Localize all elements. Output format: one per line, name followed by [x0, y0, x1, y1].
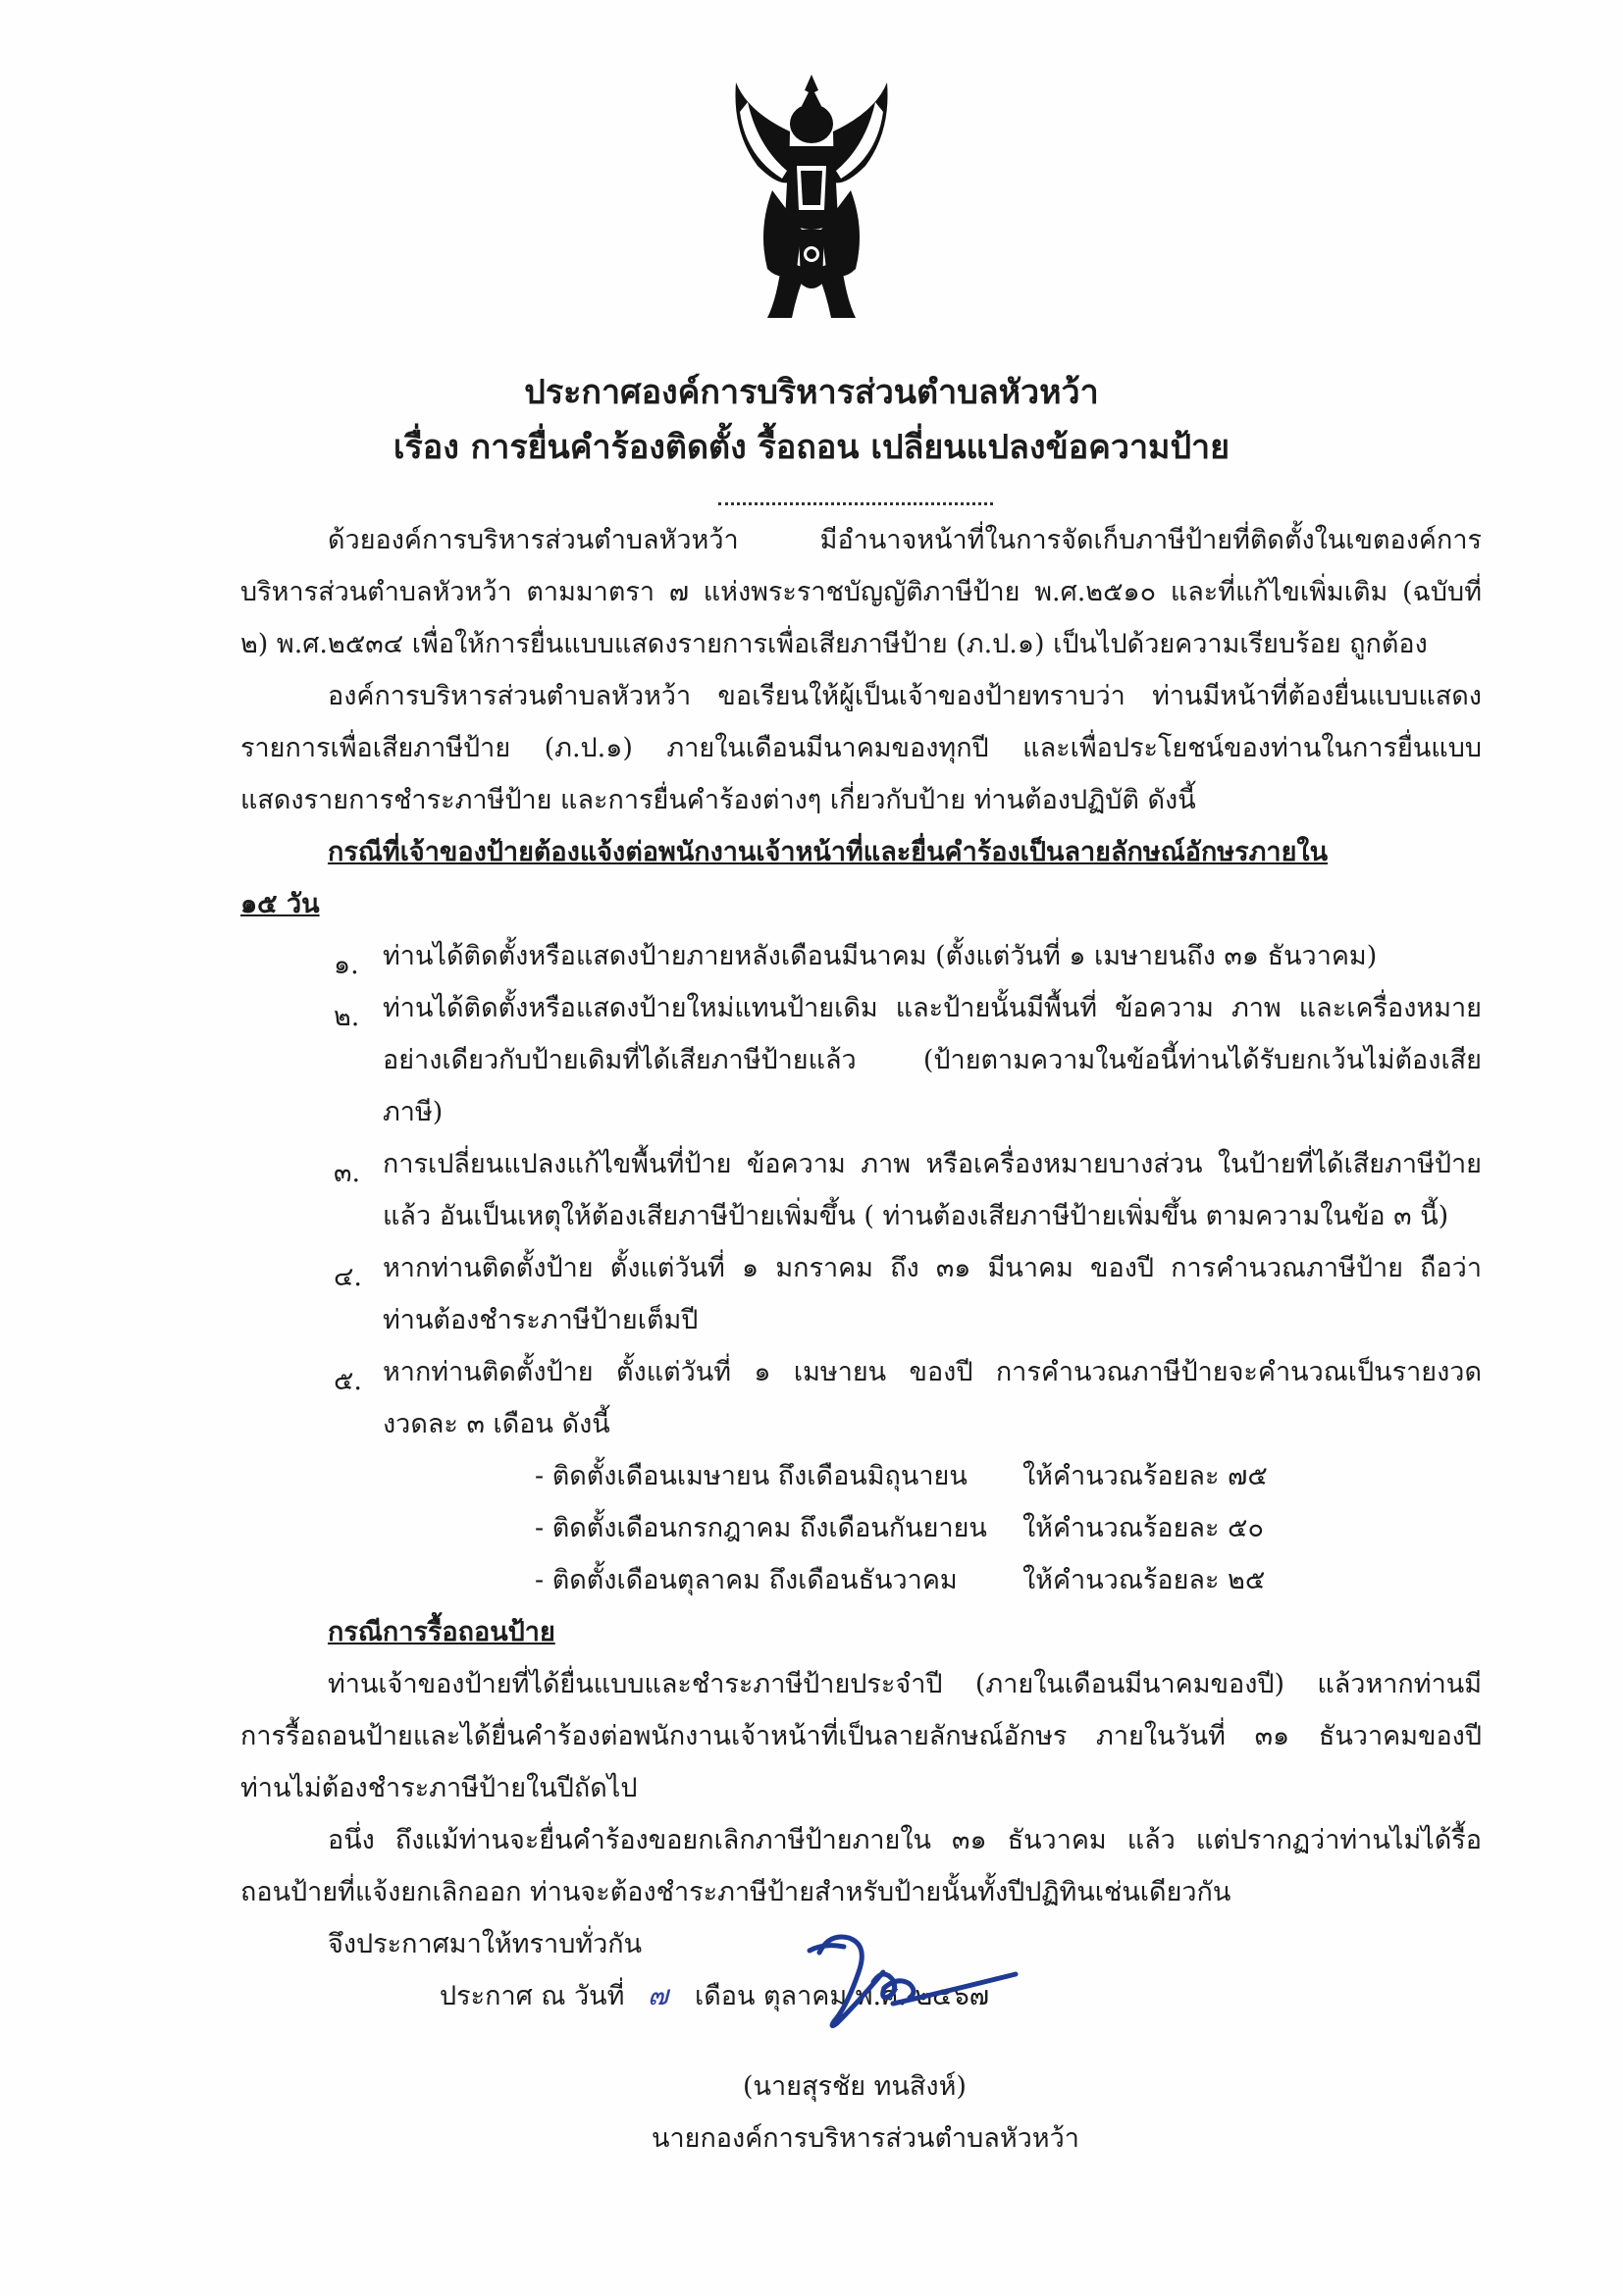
list-item-line: หากท่านติดตั้งป้าย ตั้งแต่วันที่ ๑ เมษายน ของปี การคำนวณภาษีป้ายจะคำนวณเป็นรายงวด [383, 1357, 1482, 1387]
date-prefix: ประกาศ ณ วันที่ [440, 1981, 625, 2011]
garuda-emblem-icon [728, 73, 895, 323]
intro-line: บริหารส่วนตำบลหัวหว้า ตามมาตรา ๗ แห่งพระราชบัญญัติภาษีป้าย พ.ศ.๒๕๑๐ และที่แก้ไขเพิ่มเติม (ฉบับที่ [240, 577, 1482, 607]
case2-line: ท่านไม่ต้องชำระภาษีป้ายในปีถัดไป [240, 1773, 638, 1803]
signatory-position: นายกองค์การบริหารส่วนตำบลหัวหว้า [652, 2123, 1079, 2154]
period-rate: ให้คำนวณร้อยละ ๒๕ [1022, 1565, 1266, 1595]
announcement-subject: เรื่อง การยื่นคำร้องติดตั้ง รื้อถอน เปลี่ยนแปลงข้อความป้าย [393, 428, 1230, 467]
case1-heading: กรณีที่เจ้าของป้ายต้องแจ้งต่อพนักงานเจ้าหน้าที่และยื่นคำร้องเป็นลายลักษณ์อักษรภายใน [328, 837, 1329, 867]
case1-heading-days: ๑๕ วัน [240, 889, 320, 919]
period-rate: ให้คำนวณร้อยละ ๕๐ [1022, 1513, 1264, 1543]
case2-heading: กรณีการรื้อถอนป้าย [328, 1617, 555, 1647]
list-item-line: ภาษี) [383, 1097, 444, 1127]
list-item-line: อย่างเดียวกับป้ายเดิมที่ได้เสียภาษีป้ายแล้ว (ป้ายตามความในข้อนี้ท่านได้รับยกเว้นไม่ต้องเสีย [383, 1045, 1482, 1075]
signature-icon [790, 1913, 1025, 2061]
case2-line: การรื้อถอนป้ายและได้ยื่นคำร้องต่อพนักงานเจ้าหน้าที่เป็นลายลักษณ์อักษร ภายในวันที่ ๓๑ ธันวาคมของปี [240, 1721, 1482, 1751]
list-item-line: การเปลี่ยนแปลงแก้ไขพื้นที่ป้าย ข้อความ ภาพ หรือเครื่องหมายบางส่วน ในป้ายที่ได้เสียภาษีป้าย [383, 1149, 1482, 1179]
list-item-line: หากท่านติดตั้งป้าย ตั้งแต่วันที่ ๑ มกราคม ถึง ๓๑ มีนาคม ของปี การคำนวณภาษีป้าย ถือว่า [383, 1253, 1482, 1283]
date-day: ๗ [648, 1979, 669, 2011]
case2-note-line: ถอนป้ายที่แจ้งยกเลิกออก ท่านจะต้องชำระภาษีป้ายสำหรับป้ายนั้นทั้งปีปฏิทินเช่นเดียวกัน [240, 1877, 1231, 1907]
list-item-line: ท่านได้ติดตั้งหรือแสดงป้ายภายหลังเดือนมีนาคม (ตั้งแต่วันที่ ๑ เมษายนถึง ๓๑ ธันวาคม) [383, 941, 1378, 971]
list-number: ๔. [334, 1262, 363, 1292]
list-number: ๑. [334, 950, 359, 980]
signatory-name: (นายสุรชัย ทนสิงห์) [743, 2071, 967, 2102]
period-rate: ให้คำนวณร้อยละ ๗๕ [1022, 1461, 1268, 1491]
list-number: ๒. [334, 1002, 360, 1032]
period-label: - ติดตั้งเดือนตุลาคม ถึงเดือนธันวาคม [535, 1565, 958, 1595]
case2-note-line: อนึ่ง ถึงแม้ท่านจะยื่นคำร้องขอยกเลิกภาษีป้ายภายใน ๓๑ ธันวาคม แล้ว แต่ปรากฏว่าท่านไม่ได้รื้อ [328, 1825, 1482, 1855]
period-label: - ติดตั้งเดือนเมษายน ถึงเดือนมิถุนายน [535, 1461, 968, 1491]
intro-line: ด้วยองค์การบริหารส่วนตำบลหัวหว้า มีอำนาจหน้าที่ในการจัดเก็บภาษีป้ายที่ติดตั้งในเขตองค์การ [328, 525, 1482, 555]
list-item-line: ท่านต้องชำระภาษีป้ายเต็มปี [383, 1305, 699, 1335]
list-item-line: งวดละ ๓ เดือน ดังนี้ [383, 1409, 610, 1439]
list-number: ๕. [334, 1366, 363, 1396]
case2-line: ท่านเจ้าของป้ายที่ได้ยื่นแบบและชำระภาษีป้ายประจำปี (ภายในเดือนมีนาคมของปี) แล้วหากท่านมี [328, 1669, 1482, 1699]
closing-statement: จึงประกาศมาให้ทราบทั่วกัน [328, 1929, 643, 1959]
list-item-line: ท่านได้ติดตั้งหรือแสดงป้ายใหม่แทนป้ายเดิม และป้ายนั้นมีพื้นที่ ข้อความ ภาพ และเครื่องหมาย [383, 993, 1482, 1023]
date-month-year: เดือน ตุลาคม พ.ศ. ๒๕๖๗ [695, 1981, 990, 2011]
period-label: - ติดตั้งเดือนกรกฎาคม ถึงเดือนกันยายน [535, 1513, 987, 1543]
list-item-line: แล้ว อันเป็นเหตุให้ต้องเสียภาษีป้ายเพิ่มขึ้น ( ท่านต้องเสียภาษีป้ายเพิ่มขึ้น ตามความในข้อ ๓ นี้) [383, 1201, 1449, 1231]
announcement-title: ประกาศองค์การบริหารส่วนตำบลหัวหว้า [524, 373, 1099, 412]
notice-line: องค์การบริหารส่วนตำบลหัวหว้า ขอเรียนให้ผู้เป็นเจ้าของป้ายทราบว่า ท่านมีหน้าที่ต้องยื่นแบบแสดง [328, 681, 1482, 711]
title-divider [718, 496, 993, 505]
list-number: ๓. [334, 1158, 361, 1188]
notice-line: แสดงรายการชำระภาษีป้าย และการยื่นคำร้องต่างๆ เกี่ยวกับป้าย ท่านต้องปฏิบัติ ดังนี้ [240, 785, 1196, 815]
notice-line: รายการเพื่อเสียภาษีป้าย (ภ.ป.๑) ภายในเดือนมีนาคมของทุกปี และเพื่อประโยชน์ของท่านในการยื่นแบบ [240, 733, 1482, 763]
intro-line: ๒) พ.ศ.๒๕๓๔ เพื่อให้การยื่นแบบแสดงรายการเพื่อเสียภาษีป้าย (ภ.ป.๑) เป็นไปด้วยความเรียบร้อย ถูกต้อง [240, 629, 1428, 659]
